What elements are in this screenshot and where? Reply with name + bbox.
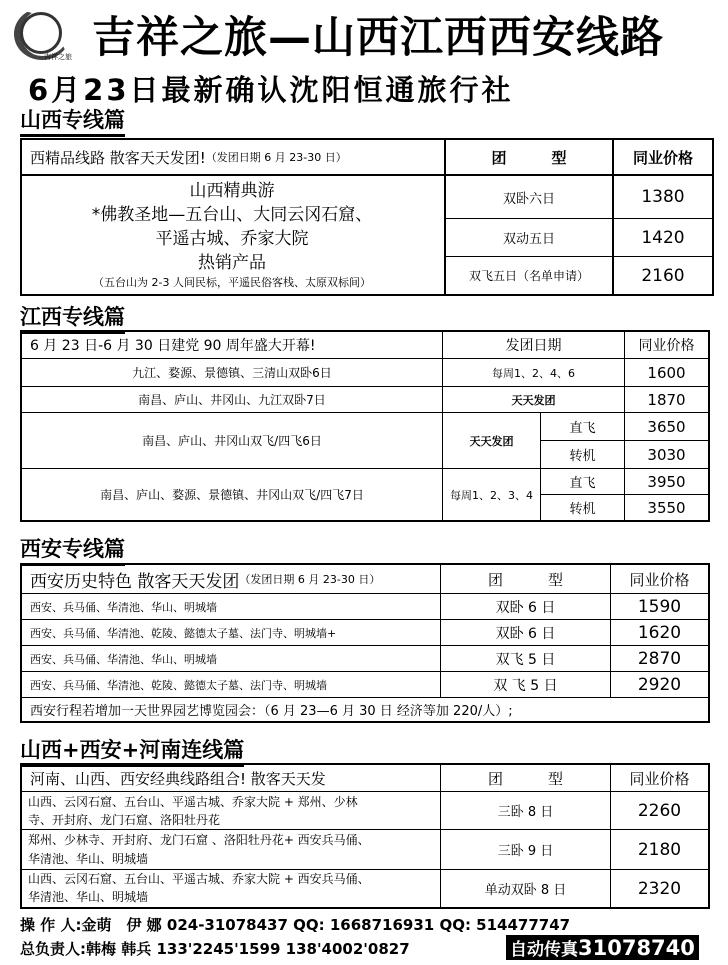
table-row-type: 三卧 8 日 [497, 805, 554, 820]
table-row-type: 三卧 9 日 [497, 844, 554, 859]
shanxi-col-type: 团 型 [491, 148, 567, 167]
globe-icon [20, 12, 62, 54]
table-row-date: 每周1、2、4、6 [492, 366, 575, 380]
table-row-route: 西安、兵马俑、华清池、华山、明城墙 [30, 600, 217, 614]
footer-operators: 操 作 人:金萌 伊 娜 024-31078437 QQ: 1668716931 QQ: 514477747 [20, 916, 571, 934]
table-row-date: 天天发团 [469, 434, 514, 448]
route-line: 华清池、华山、明城墙 [28, 852, 149, 866]
jiangxi-banner: 6 月 23 日-6 月 30 日建党 90 周年盛大开幕! [30, 338, 316, 354]
table-row-price: 2920 [637, 674, 682, 695]
table-row-price: 1620 [637, 622, 682, 643]
product-line: 热销产品 [198, 253, 266, 273]
route-line: 郑州、少林寺、开封府、龙门石窟 、洛阳牡丹花+ 西安兵马俑、 [28, 833, 370, 847]
table-row-price: 1590 [637, 596, 682, 617]
logo-text: 吉祥之旅 [44, 53, 72, 61]
table-row-date: 每周1、2、3、4 [450, 488, 533, 502]
table-row-price: 3030 [647, 445, 686, 464]
table-row-type: 双飞 5 日 [495, 651, 556, 668]
product-note: （五台山为 2-3 人间民标，平遥民俗客栈、太原双标间） [93, 276, 371, 289]
table-row-type: 双飞五日（名单申请） [468, 269, 589, 283]
table-row-price: 1600 [647, 363, 686, 382]
table-row-type: 双卧 6 日 [495, 625, 556, 642]
table-row-route: 南昌、庐山、婺源、景德镇、井冈山双飞/四飞7日 [100, 488, 364, 502]
table-row-route: 西安、兵马俑、华清池、华山、明城墙 [30, 652, 217, 666]
flight-mode: 直飞 [569, 421, 596, 436]
table-row-price: 1420 [641, 227, 685, 248]
xian-banner-main: 西安历史特色 散客天天发团 [30, 571, 240, 592]
section-title-jiangxi: 江西专线篇 [20, 301, 125, 331]
footer-managers: 总负责人:韩梅 韩兵 133'2245'1599 138'4002'0827 [20, 940, 410, 958]
table-row-type: 双 飞 5 日 [493, 677, 558, 694]
page-subtitle: 6月23日最新确认沈阳恒通旅行社 [28, 73, 514, 107]
shanxi-banner [22, 140, 442, 174]
jiangxi-table [20, 330, 710, 522]
flight-mode: 直飞 [569, 476, 596, 491]
fax-label: 自动传真 [510, 940, 578, 960]
table-row-price: 2870 [637, 648, 682, 669]
xian-banner [22, 565, 440, 593]
section-title-combo: 山西+西安+河南连线篇 [20, 734, 244, 764]
combo-banner: 河南、山西、西安经典线路组合! 散客天天发 [30, 769, 326, 788]
xian-extra-note: 西安行程若增加一天世界园艺博览园会：（6 月 23—6 月 30 日 经济等加 220/人）; [30, 704, 513, 719]
table-row-price: 2260 [637, 800, 682, 821]
xian-table [20, 563, 710, 723]
combo-table [20, 763, 710, 909]
shanxi-banner-note: （发团日期 6 月 23-30 日） [205, 151, 347, 164]
flight-mode: 转机 [569, 502, 596, 517]
product-line: *佛教圣地—五台山、大同云冈石窟、 [91, 205, 373, 225]
table-row-price: 2180 [637, 839, 682, 860]
table-row-route [28, 870, 438, 906]
shanxi-col-price: 同业价格 [632, 148, 693, 167]
table-row-price: 1380 [641, 187, 685, 207]
xian-banner-note: （发团日期 6 月 23-30 日） [239, 573, 381, 586]
table-row-route: 九江、婺源、景德镇、三清山双卧6日 [132, 366, 332, 380]
jiangxi-col-date: 发团日期 [505, 338, 562, 354]
flight-mode: 转机 [569, 449, 596, 464]
fax-number: 31078740 [578, 936, 695, 960]
table-row-type: 双动五日 [502, 232, 555, 247]
table-row-route: 西安、兵马俑、华清池、乾陵、懿德太子墓、法门寺、明城墙+ [30, 626, 337, 640]
shanxi-product [22, 176, 442, 294]
combo-col-price: 同业价格 [629, 769, 690, 788]
table-row-route: 南昌、庐山、井冈山双飞/四飞6日 [142, 434, 322, 448]
table-row-price: 2160 [641, 265, 685, 286]
section-title-shanxi: 山西专线篇 [20, 104, 125, 134]
page-title: 吉祥之旅—山西江西西安线路 [92, 13, 664, 63]
shanxi-table [20, 138, 714, 296]
table-row-price: 1870 [647, 390, 686, 409]
fax-badge [506, 935, 699, 960]
shanxi-banner-main: 西精品线路 散客天天发团! [30, 148, 206, 167]
table-row-route [28, 793, 438, 829]
agency-logo [10, 6, 82, 64]
product-line: 平遥古城、乔家大院 [155, 229, 309, 249]
table-row-price: 2320 [637, 878, 682, 899]
xian-col-price: 同业价格 [629, 570, 690, 589]
product-line: 山西精典游 [189, 181, 275, 201]
combo-col-type: 团 型 [487, 769, 563, 788]
route-line: 华清池、华山、明城墙 [28, 890, 149, 904]
table-row-price: 3550 [647, 498, 686, 517]
section-title-xian: 西安专线篇 [20, 533, 125, 563]
route-line: 山西、云冈石窟、五台山、平遥古城、乔家大院 + 西安兵马俑、 [28, 872, 370, 886]
table-row-price: 3650 [647, 417, 686, 436]
route-line: 寺、开封府、龙门石窟、洛阳牡丹花 [28, 813, 221, 827]
table-row-date: 天天发团 [511, 393, 556, 407]
table-row-route: 西安、兵马俑、华清池、乾陵、懿德太子墓、法门寺、明城墙 [30, 678, 327, 692]
table-row-route: 南昌、庐山、井冈山、九江双卧7日 [138, 393, 326, 407]
table-row-route [28, 831, 438, 869]
route-line: 山西、云冈石窟、五台山、平遥古城、乔家大院 + 郑州、少林 [28, 795, 358, 809]
table-row-price: 3950 [647, 472, 686, 491]
table-row-type: 双卧六日 [502, 191, 555, 207]
table-row-type: 双卧 6 日 [495, 599, 556, 616]
table-row-type: 单动双卧 8 日 [484, 883, 567, 898]
jiangxi-col-price: 同业价格 [638, 338, 695, 354]
xian-col-type: 团 型 [487, 570, 563, 589]
